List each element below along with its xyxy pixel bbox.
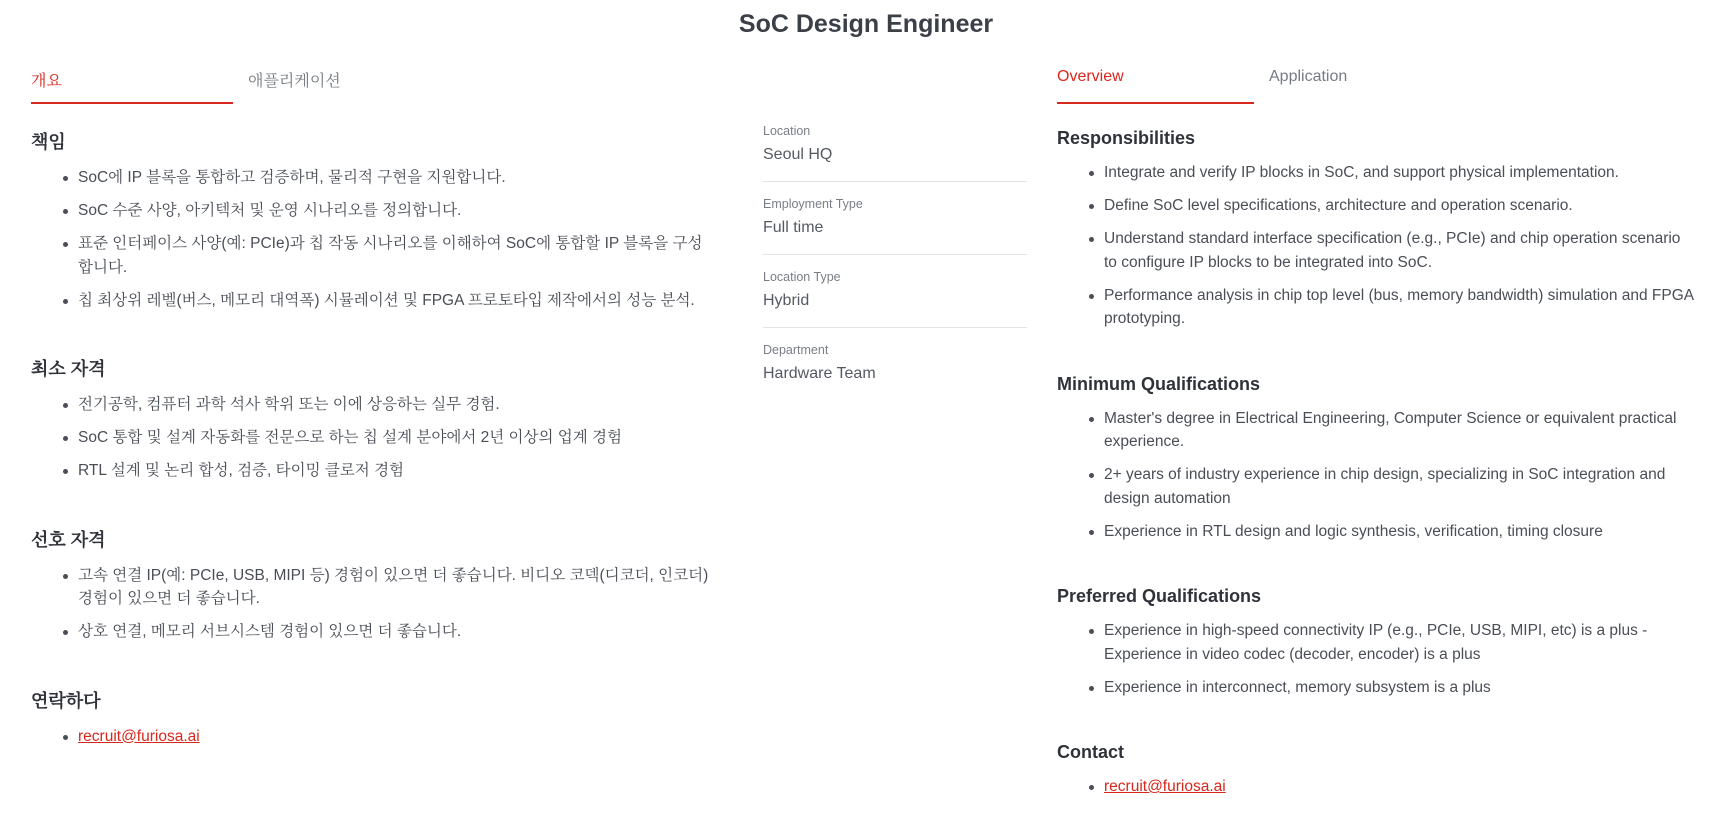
- min-qualifications-list: [31, 393, 711, 483]
- list-item: 고속 연결 IP(예: PCIe, USB, MIPI 등) 경험이 있으면 더 좋습니다. 비디오 코덱(디코더, 인코더) 경험이 있으면 더 좋습니다.: [78, 564, 711, 611]
- english-column: [1057, 64, 1697, 808]
- section-preferred-qualifications-ko: [31, 526, 711, 644]
- section-contact-ko: [31, 687, 711, 749]
- korean-column: [31, 64, 711, 758]
- contact-list: [31, 725, 711, 749]
- meta-value: Hardware Team: [763, 365, 876, 382]
- list-item: Master's degree in Electrical Engineering, Computer Science or equivalent practical experience.: [1104, 407, 1697, 454]
- section-heading: Responsibilities: [1057, 128, 1196, 148]
- meta-label: Employment Type: [763, 197, 863, 211]
- section-heading: Minimum Qualifications: [1057, 373, 1261, 394]
- meta-value: Seoul HQ: [763, 146, 833, 163]
- meta-location: [763, 122, 1027, 182]
- preferred-qualifications-list: [1057, 619, 1697, 699]
- job-meta-panel: [763, 122, 1027, 413]
- list-item: Performance analysis in chip top level (bus, memory bandwidth) simulation and FPGA prototyping.: [1104, 284, 1697, 331]
- korean-tab-bar: [31, 64, 711, 106]
- list-item: Understand standard interface specification (e.g., PCIe) and chip operation scenario to configure IP blocks to be integrated into SoC.: [1104, 227, 1697, 274]
- email-link[interactable]: recruit@furiosa.ai: [1104, 778, 1226, 795]
- active-tab-underline: [1057, 102, 1254, 104]
- tab-overview-ko[interactable]: 개요: [31, 73, 62, 90]
- meta-location-type: [763, 268, 1027, 328]
- list-item: RTL 설계 및 논리 합성, 검증, 타이밍 클로저 경험: [78, 459, 711, 483]
- min-qualifications-list: [1057, 407, 1697, 544]
- contact-list: [1057, 775, 1697, 799]
- list-item: 2+ years of industry experience in chip design, specializing in SoC integration and design automation: [1104, 463, 1697, 510]
- tab-application-ko[interactable]: 애플리케이션: [248, 73, 341, 90]
- active-tab-underline: [31, 102, 233, 104]
- meta-value: Full time: [763, 219, 824, 236]
- section-responsibilities-ko: [31, 128, 711, 312]
- preferred-qualifications-list: [31, 564, 711, 644]
- list-item: 전기공학, 컴퓨터 과학 석사 학위 또는 이에 상응하는 실무 경험.: [78, 393, 711, 417]
- section-heading: 연락하다: [31, 690, 101, 711]
- section-heading: 최소 자격: [31, 359, 106, 379]
- meta-label: Department: [763, 343, 829, 357]
- tab-application[interactable]: Application: [1269, 68, 1348, 85]
- section-min-qualifications-ko: [31, 355, 711, 483]
- section-heading: Contact: [1057, 742, 1124, 762]
- list-item: SoC에 IP 블록을 통합하고 검증하며, 물리적 구현을 지원합니다.: [78, 166, 711, 190]
- list-item: 칩 최상위 레벨(버스, 메모리 대역폭) 시뮬레이션 및 FPGA 프로토타입 제작에서의 성능 분석.: [78, 289, 711, 313]
- responsibilities-list: [1057, 161, 1697, 331]
- meta-label: Location Type: [763, 270, 841, 284]
- list-item: Experience in high-speed connectivity IP (e.g., PCIe, USB, MIPI, etc) is a plus - Experience in video codec (decoder, encoder) is a plus: [1104, 619, 1697, 666]
- meta-employment-type: [763, 195, 1027, 255]
- section-heading: 책임: [31, 132, 66, 152]
- list-item: Experience in RTL design and logic synthesis, verification, timing closure: [1104, 520, 1697, 544]
- section-heading: Preferred Qualifications: [1057, 586, 1262, 606]
- list-item: SoC 통합 및 설계 자동화를 전문으로 하는 칩 설계 분야에서 2년 이상의 업계 경험: [78, 426, 711, 450]
- meta-value: Hybrid: [763, 292, 810, 309]
- section-preferred-qualifications: [1057, 586, 1697, 699]
- section-contact: [1057, 742, 1697, 799]
- list-item: Define SoC level specifications, architecture and operation scenario.: [1104, 194, 1697, 218]
- tab-overview[interactable]: Overview: [1057, 68, 1124, 85]
- email-link[interactable]: recruit@furiosa.ai: [78, 727, 200, 745]
- list-item: 상호 연결, 메모리 서브시스템 경험이 있으면 더 좋습니다.: [78, 620, 711, 644]
- list-item: Experience in interconnect, memory subsystem is a plus: [1104, 676, 1697, 700]
- responsibilities-list: [31, 166, 711, 312]
- section-responsibilities: [1057, 128, 1697, 331]
- section-min-qualifications: [1057, 374, 1697, 544]
- page-title: SoC Design Engineer: [738, 10, 994, 38]
- meta-label: Location: [763, 124, 811, 138]
- list-item: SoC 수준 사양, 아키텍처 및 운영 시나리오를 정의합니다.: [78, 199, 711, 223]
- english-tab-bar: [1057, 64, 1697, 106]
- list-item: [1104, 775, 1697, 799]
- list-item: 표준 인터페이스 사양(예: PCIe)과 칩 작동 시나리오를 이해하여 SoC에 통합할 IP 블록을 구성합니다.: [78, 232, 711, 279]
- list-item: [78, 725, 711, 749]
- section-heading: 선호 자격: [31, 529, 106, 550]
- meta-department: [763, 341, 1027, 400]
- list-item: Integrate and verify IP blocks in SoC, and support physical implementation.: [1104, 161, 1697, 185]
